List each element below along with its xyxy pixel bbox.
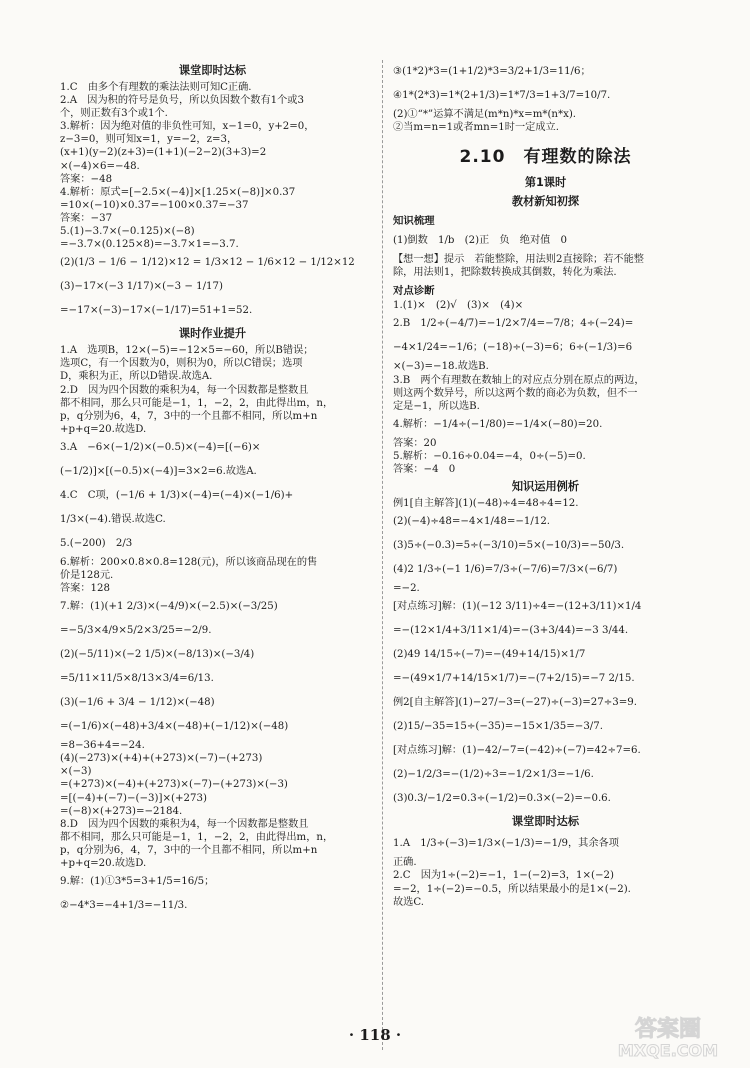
- answer-line: (2)15/−35=15÷(−35)=−15×1/35=−3/7.: [393, 721, 603, 733]
- answer-line: 3.解析：因为绝对值的非负性可知，x−1=0，y+2=0，: [60, 121, 315, 133]
- answer-line: =5/11×11/5×8/13×3/4=6/13.: [60, 673, 214, 685]
- answer-line: =−2.: [393, 583, 420, 595]
- watermark-logo-icon: [598, 1012, 738, 1062]
- answer-line: 4.解析：原式=[−2.5×(−4)]×[1.25×(−8)]×0.37: [60, 186, 296, 198]
- answer-line: 答案：−48: [60, 173, 113, 185]
- answer-line: =[(−4)+(−7)−(−3)]×(+273): [60, 792, 207, 804]
- answer-line: ×(−3)=−18.故选B.: [393, 361, 489, 373]
- answer-line: 5.解析：−0.16÷0.04=−4，0÷(−5)=0.: [393, 450, 586, 462]
- answer-line: p，q分别为6，4，7，3中的一个且都不相同，所以m+n: [60, 410, 318, 422]
- answer-line: 1.(1)× (2)√ (3)× (4)×: [393, 300, 524, 312]
- answer-line: =−5/3×4/9×5/2×3/25=−2/9.: [60, 625, 212, 637]
- answer-line: 【想一想】提示 若能整除，用法则2直接除；若不能整: [393, 254, 644, 266]
- answer-line: +p+q=20.故选D.: [60, 858, 147, 869]
- answer-line: ④1*(2*3)=1*(2+1/3)=1*7/3=1+3/7=10/7.: [393, 90, 611, 101]
- answer-line: 例1[自主解答](1)(−48)÷4=48÷4=12.: [393, 498, 579, 510]
- answer-line: 2.C 因为1÷(−2)=−1，1−(−2)=3，1×(−2): [393, 870, 614, 882]
- right-column: [393, 60, 698, 909]
- lesson-title: 第1课时: [524, 176, 567, 190]
- answer-line: z−3=0，则可知x=1，y=−2，z=3，: [60, 134, 238, 146]
- answer-line: 2.A 因为积的符号是负号，所以负因数个数有1个或3: [60, 95, 304, 107]
- answer-line: 5.(1)−3.7×(−0.125)×(−8): [60, 226, 195, 238]
- answer-line: =−(12×1/4+3/11×1/4)=−(3+3/44)=−3 3/44.: [393, 625, 629, 637]
- answer-line: 2.B 1/2÷(−4/7)=−1/2×7/4=−7/8；4÷(−24)=: [393, 318, 634, 330]
- answer-line: 8.D 因为四个因数的乘积为4，每一个因数都是整数且: [60, 818, 309, 830]
- answer-line: (3)−17×(−3 1/17)×(−3 − 1/17): [60, 281, 223, 293]
- answer-line: 4.C C项，(−1/6 + 1/3)×(−4)=(−4)×(−1/6)+: [60, 489, 294, 501]
- column-divider: [382, 60, 383, 1050]
- answer-line: 1.C 由多个有理数的乘法法则可知C正确.: [60, 82, 252, 93]
- answer-line: =(−8)×(+273)=−2184.: [60, 805, 183, 817]
- answer-line: ②−4*3=−4+1/3=−11/3.: [60, 900, 188, 912]
- section-heading-classroom-check-2: 课堂即时达标: [511, 815, 580, 829]
- answer-line: 定是−1，所以选B.: [393, 400, 480, 412]
- answer-line: (3)(−1/6 + 3/4 − 1/12)×(−48): [60, 697, 215, 709]
- answer-line: [对点练习]解：(1)(−12 3/11)÷4=−(12+3/11)×1/4: [393, 601, 642, 613]
- answer-line: 1/3×(−4).错误.故选C.: [60, 513, 166, 525]
- answer-line: 选项C，有一个因数为0，则积为0，所以C错误；选项: [60, 358, 303, 370]
- answer-line: =(+273)×(−4)+(+273)×(−7)−(+273)×(−3): [60, 779, 288, 791]
- answer-line: (2)(−5/11)×(−2 1/5)×(−8/13)×(−3/4): [60, 649, 255, 661]
- answer-line: =−2，1÷(−2)=−0.5，所以结果最小的是1×(−2).: [393, 883, 631, 895]
- subheading-knowledge-review: 知识梳理: [393, 215, 435, 228]
- answer-line: 答案：−4 0: [393, 464, 456, 476]
- answer-line: (2)①“*”运算不满足(m*n)*x=m*(n*x).: [393, 109, 577, 120]
- answer-line: ③(1*2)*3=(1+1/2)*3=3/2+1/3=11/6；: [393, 66, 591, 77]
- section-heading-homework: 课时作业提升: [178, 327, 247, 341]
- answer-line: [对点练习]解：(1)−42/−7=(−42)÷(−7)=42÷7=6.: [393, 745, 641, 757]
- answer-line: 则这两个数异号，所以这两个数的商必为负数，但不一: [393, 387, 638, 399]
- subheading-diagnosis: 对点诊断: [393, 285, 435, 298]
- section-classroom-check-content: [60, 81, 365, 323]
- answer-line: +p+q=20.故选D.: [60, 423, 147, 435]
- answer-line: 正确.: [393, 857, 417, 869]
- page-number: · 118 ·: [348, 1026, 402, 1044]
- answer-line: 3.A −6×(−1/2)×(−0.5)×(−4)=[(−6)×: [60, 441, 261, 453]
- answer-line: (2)(−4)÷48=−4×1/48=−1/12.: [393, 516, 551, 528]
- answer-line: (4)2 1/3÷(−1 1/6)=7/3÷(−7/6)=7/3×(−6/7): [393, 564, 618, 576]
- answer-line: =(−1/6)×(−48)+3/4×(−48)+(−1/12)×(−48): [60, 721, 289, 733]
- answer-line: (2)−1/2/3=−(1/2)÷3=−1/2×1/3=−1/6.: [393, 769, 594, 781]
- examples-content: [393, 497, 698, 811]
- answer-line: =8−36+4=−24.: [60, 740, 145, 752]
- answer-line: 都不相同，那么只可能是−1，1，−2，2，由此得出m，n，: [60, 831, 334, 843]
- answer-line: p，q分别为6，4，7，3中的一个且都不相同，所以m+n: [60, 844, 318, 856]
- answer-line: (−1/2)]×[(−0.5)×(−4)]=3×2=6.故选A.: [60, 465, 257, 477]
- answer-line: =−(49×1/7+14/15×1/7)=−(7+2/15)=−7 2/15.: [393, 673, 635, 685]
- continued-answer-content: [393, 60, 698, 134]
- answer-line: (2)(1/3 − 1/6 − 1/12)×12 = 1/3×12 − 1/6×12 − 1/12×12: [60, 257, 355, 269]
- answer-line: =10×(−10)×0.37=−100×0.37=−37: [60, 199, 249, 211]
- section-heading-examples: 知识运用例析: [511, 480, 580, 494]
- answer-line: 故选C.: [393, 896, 425, 908]
- section-heading-classroom-check: 课堂即时达标: [178, 64, 247, 77]
- answer-line: =−3.7×(0.125×8)=−3.7×1=−3.7.: [60, 239, 239, 251]
- chapter-title: 2.10 有理数的除法: [459, 147, 632, 168]
- answer-line: 价是128元.: [60, 569, 114, 581]
- answer-line: 答案：20: [393, 437, 437, 449]
- answer-line: (1)倒数 1/b (2)正 负 绝对值 0: [393, 235, 568, 247]
- answer-line: (x+1)(y−2)(z+3)=(1+1)(−2−2)(3+3)=2: [60, 147, 267, 159]
- answer-line: 5.(−200) 2/3: [60, 537, 133, 549]
- answer-line: (3)5÷(−0.3)=5÷(−3/10)=5×(−10/3)=−50/3.: [393, 540, 625, 552]
- answer-line: 3.B 两个有理数在数轴上的对应点分别在原点的两边，: [393, 374, 645, 386]
- watermark-text-bottom: MXQE.COM: [617, 1041, 719, 1060]
- left-column: [60, 60, 365, 918]
- answer-line: D，乘积为正，所以D错误.故选A.: [60, 371, 213, 383]
- answer-line: 都不相同，那么只可能是−1，1，−2，2，由此得出m，n，: [60, 397, 334, 409]
- classroom-check-2-content: [393, 832, 698, 908]
- answer-line: 答案：128: [60, 583, 111, 595]
- answer-line: =−17×(−3)−17×(−1/17)=51+1=52.: [60, 305, 253, 317]
- answer-line: (4)(−273)×(+4)+(+273)×(−7)−(+273): [60, 753, 263, 765]
- section-homework-content: [60, 344, 365, 918]
- answer-line: 7.解：(1)(+1 2/3)×(−4/9)×(−2.5)×(−3/25): [60, 601, 278, 613]
- answer-line: 1.A 选项B，12×(−5)=−12×5=−60，所以B错误；: [60, 345, 314, 357]
- section-heading-new-knowledge: 教材新知初探: [511, 195, 580, 209]
- answer-line: 除，用法则1，把除数转换成其倒数，转化为乘法.: [393, 267, 617, 279]
- answer-line: ×(−3): [60, 766, 92, 778]
- answer-line: (3)0.3/−1/2=0.3÷(−1/2)=0.3×(−2)=−0.6.: [393, 793, 611, 805]
- answer-line: 2.D 因为四个因数的乘积为4，每一个因数都是整数且: [60, 384, 309, 396]
- answer-line: 答案：−37: [60, 212, 113, 224]
- answer-line: 4.解析：−1/4÷(−1/80)=−1/4×(−80)=20.: [393, 418, 603, 430]
- watermark-text-top: 答案圈: [634, 1017, 702, 1042]
- diagnosis-content: [393, 299, 698, 476]
- answer-line: 9.解：(1)①3*5=3+1/5=16/5；: [60, 876, 215, 888]
- answer-line: 例2[自主解答](1)−27/−3=(−27)÷(−3)=27÷3=9.: [393, 697, 638, 709]
- answer-line: 6.解析：200×0.8×0.8=128(元)，所以该商品现在的售: [60, 556, 318, 568]
- knowledge-review-content: [393, 229, 698, 279]
- answer-line: ×(−4)×6=−48.: [60, 160, 140, 172]
- answer-line: 个，则正数有3个或1个.: [60, 108, 168, 120]
- answer-line: −4×1/24=−1/6；(−18)÷(−3)=6；6÷(−1/3)=6: [393, 342, 633, 354]
- answer-line: 1.A 1/3÷(−3)=1/3×(−1/3)=−1/9，其余各项: [393, 838, 619, 850]
- answer-line: (2)49 14/15÷(−7)=−(49+14/15)×1/7: [393, 649, 586, 661]
- answer-line: ②当m=n=1或者mn=1时一定成立.: [393, 122, 559, 134]
